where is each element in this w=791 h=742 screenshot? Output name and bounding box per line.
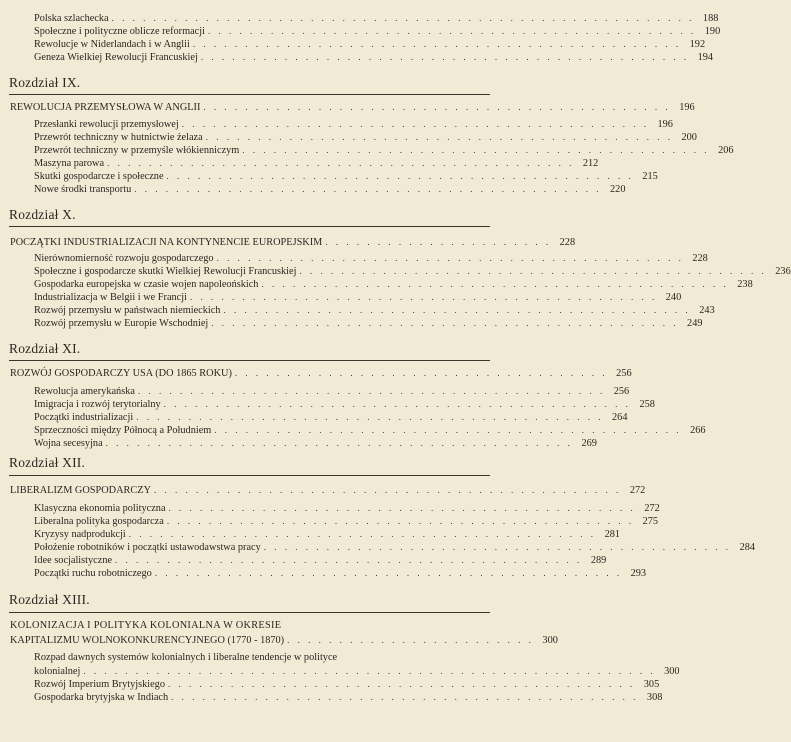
chapter-title-entry: ROZWÓJ GOSPODARCZY USA (DO 1865 ROKU) . . . . . . . . . . . . . . . . . . . . . . . . . . . . . . . . . . . . 256 — [10, 368, 632, 379]
entry-page: 240 — [665, 292, 682, 303]
divider — [9, 360, 490, 361]
chapter-title: ROZWÓJ GOSPODARCZY USA (DO 1865 ROKU) — [10, 368, 232, 379]
toc-entry: Położenie robotników i początki ustawodawstwa pracy . . . . . . . . . . . . . . . . . . . . . . . . . . . . . . . . . . . . . . . . . . . . . 284 — [34, 542, 756, 553]
entry-page: 228 — [559, 237, 576, 248]
entry-title: Industrializacja w Belgii i we Francji — [34, 292, 187, 303]
chapter-title-entry: KAPITALIZMU WOLNOKONKURENCYJNEGO (1770 - 1870) . . . . . . . . . . . . . . . . . . . . . . . . 300 — [10, 635, 558, 646]
toc-entry: Przewrót techniczny w przemyśle włókienniczym . . . . . . . . . . . . . . . . . . . . . . . . . . . . . . . . . . . . . . . . . . . . . 206 — [34, 145, 734, 156]
entry-page: 200 — [681, 132, 697, 143]
entry-title: Przesłanki rewolucji przemysłowej — [34, 119, 179, 130]
divider — [9, 475, 490, 476]
chapter-title: POCZĄTKI INDUSTRIALIZACJI NA KONTYNENCIE EUROPEJSKIM — [10, 237, 323, 248]
entry-page: 272 — [644, 503, 660, 514]
entry-page: 308 — [646, 692, 663, 703]
toc-entry: Geneza Wielkiej Rewolucji Francuskiej . . . . . . . . . . . . . . . . . . . . . . . . . . . . . . . . . . . . . . . . . . . . . . . 194 — [34, 52, 714, 63]
entry-title: Rewolucja amerykańska — [34, 386, 135, 397]
entry-title: Początki industrializacji — [34, 412, 134, 423]
toc-entry: Początki ruchu robotniczego . . . . . . . . . . . . . . . . . . . . . . . . . . . . . . . . . . . . . . . . . . . . . 293 — [34, 568, 647, 579]
entry-page: 192 — [689, 39, 706, 50]
entry-title: Liberalna polityka gospodarcza — [34, 516, 164, 527]
chapter-title-entry: POCZĄTKI INDUSTRIALIZACJI NA KONTYNENCIE EUROPEJSKIM . . . . . . . . . . . . . . . . . . . . . . 228 — [10, 237, 576, 248]
entry-page: 256 — [613, 386, 630, 397]
entry-page: 212 — [582, 158, 599, 169]
entry-page: 243 — [699, 305, 715, 316]
entry-title: Sprzeczności między Północą a Południem — [34, 425, 212, 436]
toc-entry: Rozwój Imperium Brytyjskiego . . . . . . . . . . . . . . . . . . . . . . . . . . . . . . . . . . . . . . . . . . . . . 305 — [34, 679, 660, 690]
toc-entry: Polska szlachecka . . . . . . . . . . . . . . . . . . . . . . . . . . . . . . . . . . . . . . . . . . . . . . . . . . . . . . . . 188 — [34, 13, 719, 24]
entry-title: Idee socjalistyczne — [34, 555, 113, 566]
toc-entry: Społeczne i polityczne oblicze reformacji . . . . . . . . . . . . . . . . . . . . . . . . . . . . . . . . . . . . . . . . . . . . . . . 190 — [34, 26, 721, 37]
entry-title: Przewrót techniczny w przemyśle włókienniczym — [34, 145, 240, 156]
entry-title: Rozpad dawnych systemów kolonialnych i liberalne tendencje w polityce — [34, 652, 338, 663]
entry-page: 300 — [664, 666, 680, 677]
entry-title: Rozwój przemysłu w Europie Wschodniej — [34, 318, 209, 329]
toc-entry: Imigracja i rozwój terytorialny . . . . . . . . . . . . . . . . . . . . . . . . . . . . . . . . . . . . . . . . . . . . . 258 — [34, 399, 655, 410]
toc-entry: Przewrót techniczny w hutnictwie żelaza . . . . . . . . . . . . . . . . . . . . . . . . . . . . . . . . . . . . . . . . . . . . . 200 — [34, 132, 697, 143]
toc-entry: Maszyna parowa . . . . . . . . . . . . . . . . . . . . . . . . . . . . . . . . . . . . . . . . . . . . . 212 — [34, 158, 599, 169]
entry-page: 281 — [604, 529, 621, 540]
chapter-heading: Rozdział X. — [9, 207, 76, 222]
entry-page: 196 — [657, 119, 673, 130]
chapter-heading: Rozdział IX. — [9, 75, 81, 90]
entry-page: 269 — [581, 438, 597, 449]
toc-entry: Rozwój przemysłu w Europie Wschodniej . . . . . . . . . . . . . . . . . . . . . . . . . . . . . . . . . . . . . . . . . . . . . 249 — [34, 318, 703, 329]
entry-title-cont: kolonialnej — [34, 666, 81, 677]
entry-title: Imigracja i rozwój terytorialny — [34, 399, 161, 410]
entry-title: Gospodarka brytyjska w Indiach — [34, 692, 169, 703]
entry-page: 188 — [702, 13, 719, 24]
entry-title: Położenie robotników i początki ustawodawstwa pracy — [34, 542, 261, 553]
entry-page: 258 — [639, 399, 655, 410]
chapter-title-entry: REWOLUCJA PRZEMYSŁOWA W ANGLII . . . . . . . . . . . . . . . . . . . . . . . . . . . . . . . . . . . . . . . . . . . . . 196 — [10, 102, 695, 113]
entry-title: Gospodarka europejska w czasie wojen napoleońskich — [34, 279, 259, 290]
toc-entry: Liberalna polityka gospodarcza . . . . . . . . . . . . . . . . . . . . . . . . . . . . . . . . . . . . . . . . . . . . . 275 — [34, 516, 659, 527]
toc-entry: Nowe środki transportu . . . . . . . . . . . . . . . . . . . . . . . . . . . . . . . . . . . . . . . . . . . . . 220 — [34, 184, 626, 195]
toc-entry: Skutki gospodarcze i społeczne . . . . . . . . . . . . . . . . . . . . . . . . . . . . . . . . . . . . . . . . . . . . . 215 — [34, 171, 658, 182]
toc-entry: Klasyczna ekonomia polityczna . . . . . . . . . . . . . . . . . . . . . . . . . . . . . . . . . . . . . . . . . . . . . 272 — [34, 503, 660, 514]
chapter-heading: Rozdział XII. — [9, 455, 86, 470]
entry-page: 289 — [590, 555, 607, 566]
entry-page: 256 — [616, 368, 632, 379]
entry-page: 293 — [630, 568, 647, 579]
entry-page: 194 — [697, 52, 714, 63]
entry-title: Klasyczna ekonomia polityczna — [34, 503, 166, 514]
toc-entry: Gospodarka europejska w czasie wojen napoleońskich . . . . . . . . . . . . . . . . . . . . . . . . . . . . . . . . . . . . . . . . . . . . . 238 — [34, 279, 753, 290]
chapter-title-line2: KAPITALIZMU WOLNOKONKURENCYJNEGO (1770 - 1870) — [10, 635, 285, 646]
toc-entry: Gospodarka brytyjska w Indiach . . . . . . . . . . . . . . . . . . . . . . . . . . . . . . . . . . . . . . . . . . . . . 308 — [34, 692, 663, 703]
chapter-title: KOLONIZACJA I POLITYKA KOLONIALNA W OKRESIE — [10, 620, 282, 631]
chapter-title-entry: LIBERALIZM GOSPODARCZY . . . . . . . . . . . . . . . . . . . . . . . . . . . . . . . . . . . . . . . . . . . . . 272 — [10, 485, 646, 496]
toc-entry: Początki industrializacji . . . . . . . . . . . . . . . . . . . . . . . . . . . . . . . . . . . . . . . . . . . . . 264 — [34, 412, 628, 423]
chapter-heading: Rozdział XI. — [9, 341, 81, 356]
entry-page: 272 — [629, 485, 646, 496]
entry-page: 236 — [775, 266, 791, 277]
entry-title: Maszyna parowa — [34, 158, 105, 169]
toc-entry: Rewolucja amerykańska . . . . . . . . . . . . . . . . . . . . . . . . . . . . . . . . . . . . . . . . . . . . . 256 — [34, 386, 630, 397]
entry-page: 300 — [542, 635, 558, 646]
chapter-heading: Rozdział XIII. — [9, 592, 90, 607]
toc-entry: kolonialnej . . . . . . . . . . . . . . . . . . . . . . . . . . . . . . . . . . . . . . . . . . . . . . . . . . . . . . . 300 — [34, 666, 680, 677]
divider — [9, 612, 490, 613]
toc-entry: Wojna secesyjna . . . . . . . . . . . . . . . . . . . . . . . . . . . . . . . . . . . . . . . . . . . . . 269 — [34, 438, 597, 449]
entry-page: 190 — [704, 26, 721, 37]
entry-page: 206 — [718, 145, 734, 156]
entry-page: 215 — [642, 171, 658, 182]
toc-entry: Kryzysy nadprodukcji . . . . . . . . . . . . . . . . . . . . . . . . . . . . . . . . . . . . . . . . . . . . . 281 — [34, 529, 621, 540]
entry-title: Kryzysy nadprodukcji — [34, 529, 126, 540]
entry-page: 238 — [737, 279, 753, 290]
entry-title: Społeczne i polityczne oblicze reformacji — [34, 26, 205, 37]
entry-title: Skutki gospodarcze i społeczne — [34, 171, 164, 182]
toc-entry: Sprzeczności między Północą a Południem . . . . . . . . . . . . . . . . . . . . . . . . . . . . . . . . . . . . . . . . . . . . . 266 — [34, 425, 706, 436]
chapter-title: REWOLUCJA PRZEMYSŁOWA W ANGLII — [10, 102, 201, 113]
toc-entry: Rozwój przemysłu w państwach niemieckich . . . . . . . . . . . . . . . . . . . . . . . . . . . . . . . . . . . . . . . . . . . . . 243 — [34, 305, 715, 316]
entry-page: 264 — [612, 412, 628, 423]
entry-title: Społeczne i gospodarcze skutki Wielkiej Rewolucji Francuskiej — [34, 266, 297, 277]
divider — [9, 226, 490, 227]
entry-title: Rewolucje w Niderlandach i w Anglii — [34, 39, 190, 50]
entry-title: Wojna secesyjna — [34, 438, 103, 449]
chapter-title: LIBERALIZM GOSPODARCZY — [10, 485, 152, 496]
divider — [9, 94, 490, 95]
entry-title: Początki ruchu robotniczego — [34, 568, 152, 579]
toc-entry: Rewolucje w Niderlandach i w Anglii . . . . . . . . . . . . . . . . . . . . . . . . . . . . . . . . . . . . . . . . . . . . . . . 192 — [34, 39, 706, 50]
entry-page: 275 — [642, 516, 659, 527]
toc-entry: Idee socjalistyczne . . . . . . . . . . . . . . . . . . . . . . . . . . . . . . . . . . . . . . . . . . . . . 289 — [34, 555, 607, 566]
toc-entry: Industrializacja w Belgii i we Francji . . . . . . . . . . . . . . . . . . . . . . . . . . . . . . . . . . . . . . . . . . . . . 240 — [34, 292, 682, 303]
entry-title: Polska szlachecka — [34, 13, 109, 24]
entry-page: 196 — [679, 102, 695, 113]
toc-entry: Przesłanki rewolucji przemysłowej . . . . . . . . . . . . . . . . . . . . . . . . . . . . . . . . . . . . . . . . . . . . . 196 — [34, 119, 673, 130]
entry-page: 305 — [643, 679, 660, 690]
entry-page: 284 — [739, 542, 756, 553]
entry-page: 249 — [687, 318, 703, 329]
toc-entry: Nierównomierność rozwoju gospodarczego . . . . . . . . . . . . . . . . . . . . . . . . . . . . . . . . . . . . . . . . . . . . . 228 — [34, 253, 708, 264]
entry-title: Nowe środki transportu — [34, 184, 132, 195]
entry-page: 220 — [610, 184, 626, 195]
entry-title: Rozwój przemysłu w państwach niemieckich — [34, 305, 221, 316]
toc-entry: Społeczne i gospodarcze skutki Wielkiej Rewolucji Francuskiej . . . . . . . . . . . . . . . . . . . . . . . . . . . . . . . . . . . . . . . . . . . . . 236 — [34, 266, 791, 277]
entry-title: Nierównomierność rozwoju gospodarczego — [34, 253, 214, 264]
entry-page: 266 — [690, 425, 706, 436]
entry-title: Geneza Wielkiej Rewolucji Francuskiej — [34, 52, 198, 63]
entry-page: 228 — [692, 253, 708, 264]
entry-title: Przewrót techniczny w hutnictwie żelaza — [34, 132, 203, 143]
entry-title: Rozwój Imperium Brytyjskiego — [34, 679, 165, 690]
